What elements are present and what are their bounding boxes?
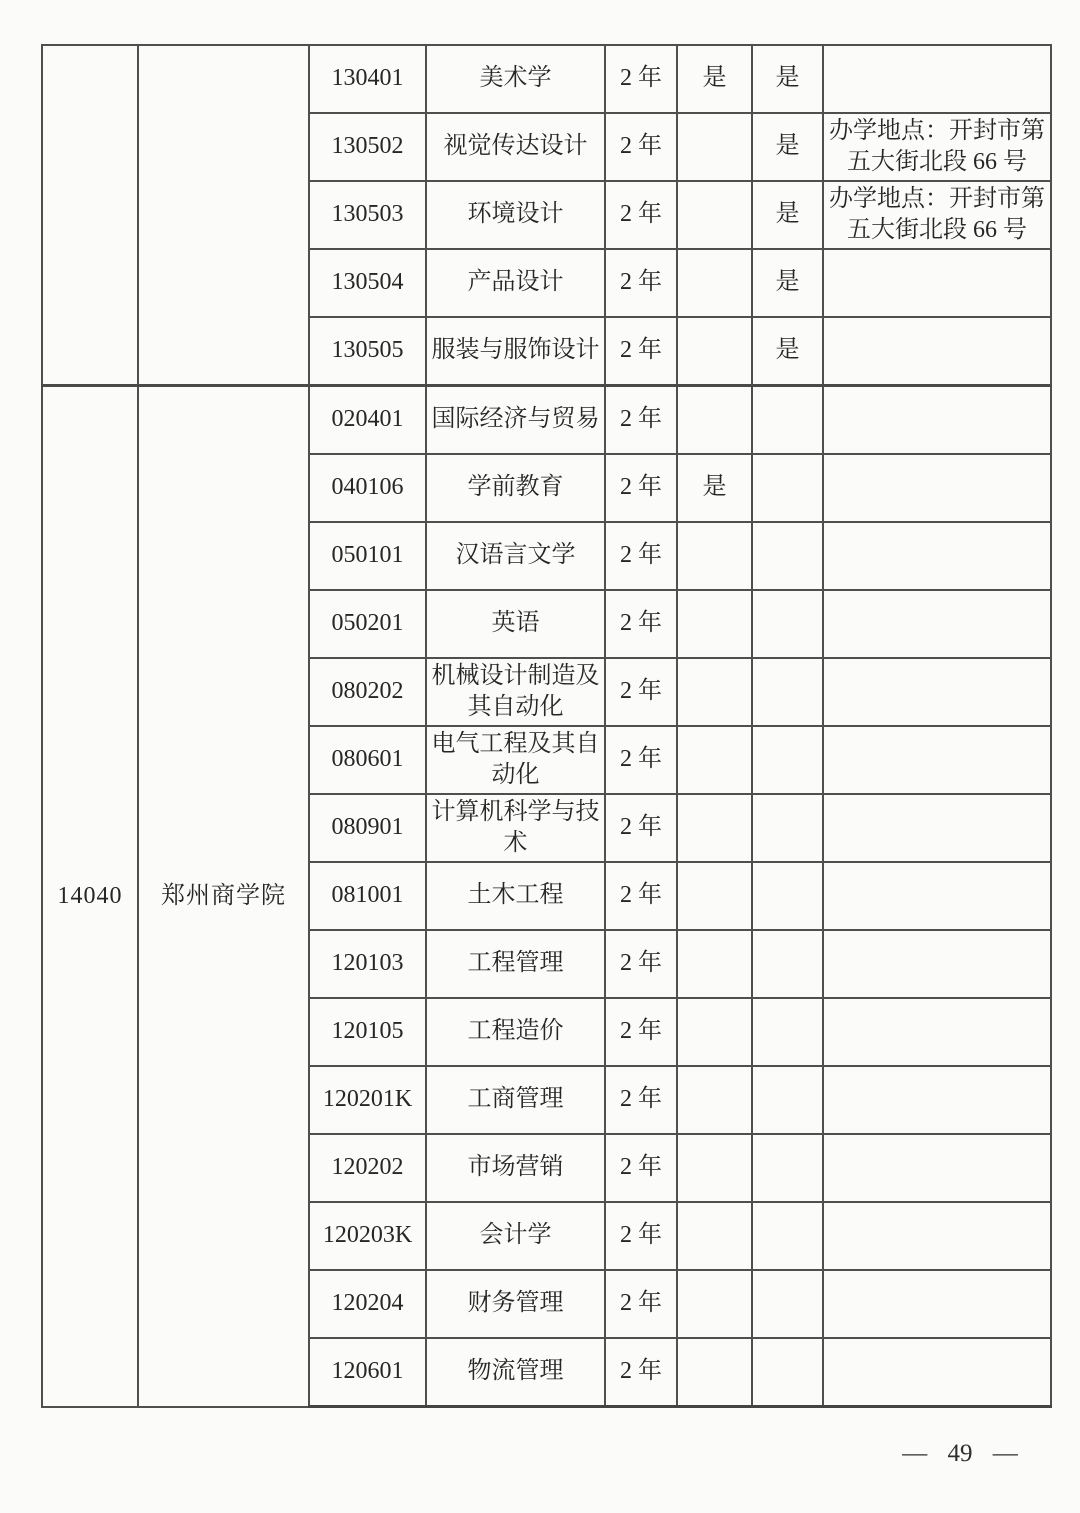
program-code-cell: 130502 bbox=[309, 113, 426, 181]
duration-cell: 2 年 bbox=[605, 658, 677, 726]
note-cell: 办学地点：开封市第五大街北段 66 号 bbox=[823, 181, 1051, 249]
note-cell bbox=[823, 1270, 1051, 1338]
note-cell bbox=[823, 590, 1051, 658]
flag-column2-cell bbox=[752, 930, 823, 998]
table-row bbox=[42, 45, 1051, 113]
flag-column2-cell bbox=[752, 522, 823, 590]
program-name-cell: 机械设计制造及其自动化 bbox=[426, 658, 605, 726]
duration-cell: 2 年 bbox=[605, 386, 677, 455]
program-name-cell: 工程管理 bbox=[426, 930, 605, 998]
program-name-cell: 财务管理 bbox=[426, 1270, 605, 1338]
note-cell bbox=[823, 249, 1051, 317]
duration-cell: 2 年 bbox=[605, 1066, 677, 1134]
program-code-cell: 050201 bbox=[309, 590, 426, 658]
program-code-cell: 120105 bbox=[309, 998, 426, 1066]
table-row bbox=[42, 386, 1051, 455]
duration-cell: 2 年 bbox=[605, 1270, 677, 1338]
page-number: — 49 — bbox=[902, 1440, 1018, 1467]
flag-column1-cell bbox=[677, 1338, 752, 1407]
program-name-cell: 工商管理 bbox=[426, 1066, 605, 1134]
flag-column1-cell bbox=[677, 386, 752, 455]
flag-column1-cell bbox=[677, 862, 752, 930]
flag-column2-cell: 是 bbox=[752, 317, 823, 386]
duration-cell: 2 年 bbox=[605, 522, 677, 590]
note-cell bbox=[823, 1134, 1051, 1202]
program-name-cell: 产品设计 bbox=[426, 249, 605, 317]
duration-cell: 2 年 bbox=[605, 113, 677, 181]
program-code-cell: 080202 bbox=[309, 658, 426, 726]
program-name-cell: 土木工程 bbox=[426, 862, 605, 930]
flag-column2-cell bbox=[752, 998, 823, 1066]
program-name-cell: 英语 bbox=[426, 590, 605, 658]
school-name-cell bbox=[138, 45, 309, 386]
program-code-cell: 081001 bbox=[309, 862, 426, 930]
school-code-cell bbox=[42, 45, 138, 386]
flag-column2-cell: 是 bbox=[752, 113, 823, 181]
note-cell bbox=[823, 386, 1051, 455]
program-name-cell: 会计学 bbox=[426, 1202, 605, 1270]
program-name-cell: 服装与服饰设计 bbox=[426, 317, 605, 386]
program-code-cell: 130401 bbox=[309, 45, 426, 113]
flag-column1-cell bbox=[677, 113, 752, 181]
duration-cell: 2 年 bbox=[605, 726, 677, 794]
programs-table bbox=[41, 44, 1052, 1408]
note-cell bbox=[823, 794, 1051, 862]
school-code-cell: 14040 bbox=[42, 386, 138, 1407]
program-name-cell: 视觉传达设计 bbox=[426, 113, 605, 181]
flag-column2-cell bbox=[752, 590, 823, 658]
flag-column1-cell bbox=[677, 726, 752, 794]
flag-column2-cell bbox=[752, 1066, 823, 1134]
flag-column2-cell bbox=[752, 1202, 823, 1270]
note-cell bbox=[823, 317, 1051, 386]
flag-column1-cell bbox=[677, 1134, 752, 1202]
note-cell bbox=[823, 522, 1051, 590]
program-code-cell: 120203K bbox=[309, 1202, 426, 1270]
duration-cell: 2 年 bbox=[605, 862, 677, 930]
flag-column1-cell bbox=[677, 249, 752, 317]
flag-column1-cell bbox=[677, 658, 752, 726]
program-code-cell: 020401 bbox=[309, 386, 426, 455]
flag-column1-cell: 是 bbox=[677, 454, 752, 522]
program-code-cell: 120201K bbox=[309, 1066, 426, 1134]
program-code-cell: 040106 bbox=[309, 454, 426, 522]
program-code-cell: 130505 bbox=[309, 317, 426, 386]
duration-cell: 2 年 bbox=[605, 454, 677, 522]
program-code-cell: 120601 bbox=[309, 1338, 426, 1407]
program-code-cell: 120202 bbox=[309, 1134, 426, 1202]
program-name-cell: 汉语言文学 bbox=[426, 522, 605, 590]
program-code-cell: 050101 bbox=[309, 522, 426, 590]
note-cell bbox=[823, 1066, 1051, 1134]
flag-column2-cell bbox=[752, 862, 823, 930]
flag-column1-cell: 是 bbox=[677, 45, 752, 113]
note-cell bbox=[823, 930, 1051, 998]
note-cell bbox=[823, 454, 1051, 522]
duration-cell: 2 年 bbox=[605, 249, 677, 317]
flag-column2-cell: 是 bbox=[752, 181, 823, 249]
duration-cell: 2 年 bbox=[605, 1338, 677, 1407]
flag-column2-cell bbox=[752, 1270, 823, 1338]
program-code-cell: 130503 bbox=[309, 181, 426, 249]
flag-column2-cell: 是 bbox=[752, 249, 823, 317]
flag-column2-cell bbox=[752, 386, 823, 455]
duration-cell: 2 年 bbox=[605, 590, 677, 658]
note-cell bbox=[823, 45, 1051, 113]
program-code-cell: 130504 bbox=[309, 249, 426, 317]
flag-column1-cell bbox=[677, 181, 752, 249]
program-name-cell: 电气工程及其自动化 bbox=[426, 726, 605, 794]
school-name-cell: 郑州商学院 bbox=[138, 386, 309, 1407]
note-cell bbox=[823, 862, 1051, 930]
program-name-cell: 物流管理 bbox=[426, 1338, 605, 1407]
flag-column2-cell: 是 bbox=[752, 45, 823, 113]
flag-column2-cell bbox=[752, 1134, 823, 1202]
program-code-cell: 080601 bbox=[309, 726, 426, 794]
flag-column2-cell bbox=[752, 726, 823, 794]
flag-column1-cell bbox=[677, 1202, 752, 1270]
duration-cell: 2 年 bbox=[605, 45, 677, 113]
flag-column1-cell bbox=[677, 998, 752, 1066]
note-cell bbox=[823, 998, 1051, 1066]
duration-cell: 2 年 bbox=[605, 930, 677, 998]
program-name-cell: 学前教育 bbox=[426, 454, 605, 522]
flag-column1-cell bbox=[677, 590, 752, 658]
flag-column2-cell bbox=[752, 658, 823, 726]
flag-column1-cell bbox=[677, 794, 752, 862]
flag-column1-cell bbox=[677, 930, 752, 998]
program-name-cell: 市场营销 bbox=[426, 1134, 605, 1202]
duration-cell: 2 年 bbox=[605, 181, 677, 249]
program-name-cell: 工程造价 bbox=[426, 998, 605, 1066]
program-name-cell: 环境设计 bbox=[426, 181, 605, 249]
duration-cell: 2 年 bbox=[605, 794, 677, 862]
table-body bbox=[42, 45, 1051, 1407]
flag-column1-cell bbox=[677, 317, 752, 386]
program-code-cell: 080901 bbox=[309, 794, 426, 862]
note-cell bbox=[823, 1202, 1051, 1270]
duration-cell: 2 年 bbox=[605, 1202, 677, 1270]
flag-column2-cell bbox=[752, 794, 823, 862]
duration-cell: 2 年 bbox=[605, 998, 677, 1066]
program-code-cell: 120103 bbox=[309, 930, 426, 998]
note-cell bbox=[823, 726, 1051, 794]
note-cell: 办学地点：开封市第五大街北段 66 号 bbox=[823, 113, 1051, 181]
program-name-cell: 国际经济与贸易 bbox=[426, 386, 605, 455]
program-name-cell: 计算机科学与技术 bbox=[426, 794, 605, 862]
note-cell bbox=[823, 1338, 1051, 1407]
note-cell bbox=[823, 658, 1051, 726]
program-code-cell: 120204 bbox=[309, 1270, 426, 1338]
flag-column2-cell bbox=[752, 454, 823, 522]
duration-cell: 2 年 bbox=[605, 317, 677, 386]
flag-column2-cell bbox=[752, 1338, 823, 1407]
duration-cell: 2 年 bbox=[605, 1134, 677, 1202]
flag-column1-cell bbox=[677, 522, 752, 590]
program-name-cell: 美术学 bbox=[426, 45, 605, 113]
flag-column1-cell bbox=[677, 1066, 752, 1134]
flag-column1-cell bbox=[677, 1270, 752, 1338]
